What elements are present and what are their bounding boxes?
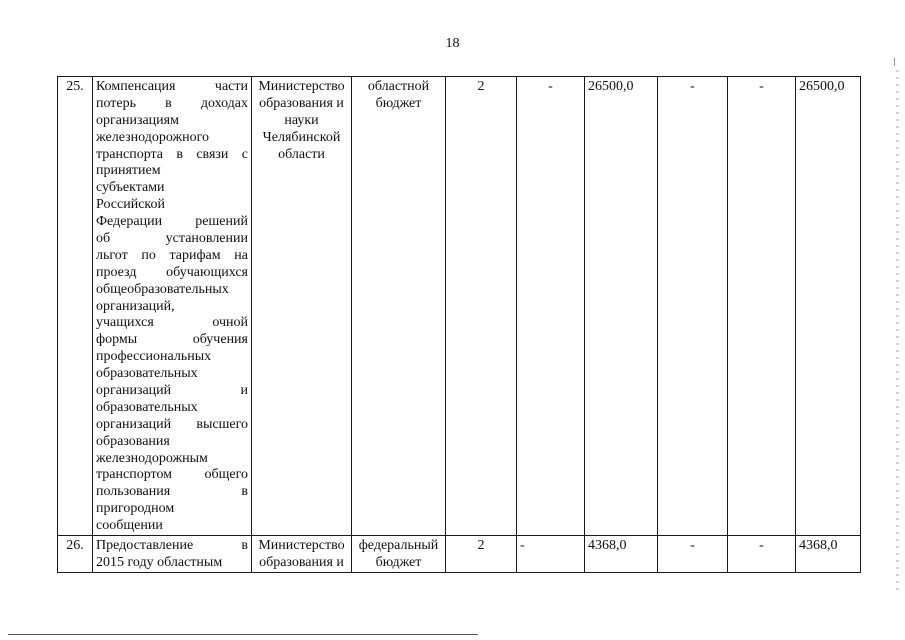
funding-source [352, 77, 446, 536]
value-cell: 26500,0 [585, 77, 658, 536]
value-cell: 26500,0 [796, 77, 861, 536]
measure-name-line: проезд обучающихся [96, 264, 248, 280]
executor-line: образования и [259, 554, 344, 570]
executor [252, 77, 352, 536]
executor-line: Министерство [258, 538, 345, 554]
row-number: 25. [58, 77, 93, 536]
value-cell: - [517, 536, 585, 573]
measure-name [93, 77, 252, 536]
funding-source-line: бюджет [375, 554, 422, 570]
measure-name-line: сообщении [96, 518, 163, 534]
measure-name-line: образования [96, 433, 170, 449]
measure-name-line: Российской [96, 197, 165, 213]
measure-name-line: субъектами [96, 180, 165, 196]
measure-name-line: формы обучения [96, 332, 248, 348]
page-number: 18 [445, 36, 460, 51]
funding-source [352, 536, 446, 573]
funding-source-line: бюджет [375, 95, 422, 111]
measure-name-line: льгот по тарифам на [96, 247, 248, 263]
measure-name-line: образовательных [96, 399, 198, 415]
measure-name-line: учащихся очной [96, 315, 248, 331]
scan-corner-mark [894, 58, 901, 66]
executor-line: Министерство [258, 79, 345, 94]
footer-rule [8, 634, 478, 635]
row-number: 26. [58, 536, 93, 573]
value-cell: 4368,0 [585, 536, 658, 573]
measure-name-line: организациям [96, 112, 179, 128]
measure-name-line: пригородном [96, 501, 175, 517]
executor-line: области [278, 146, 325, 162]
executor [252, 536, 352, 573]
value-cell: - [658, 536, 728, 573]
measure-name-line: железнодорожного [96, 129, 210, 145]
funding-source-line: областной [367, 79, 430, 94]
measure-name [93, 536, 252, 573]
measure-name-line: образовательных [96, 366, 198, 382]
measure-name-line: общеобразовательных [96, 281, 229, 297]
measure-name-line: пользования в [96, 484, 248, 500]
measure-name-line: профессиональных [96, 349, 212, 365]
measure-name-line: транспортом общего [96, 467, 248, 483]
year-cell: 2 [446, 536, 517, 573]
value-cell: - [658, 77, 728, 536]
measure-name-line: потерь в доходах [96, 95, 248, 111]
table-row [58, 536, 861, 573]
funding-source-line: федеральный [358, 538, 439, 554]
executor-line: науки [284, 112, 319, 128]
executor-line: образования и [259, 95, 344, 111]
measure-name-line: Компенсация части [96, 79, 248, 94]
measure-name-line: принятием [96, 163, 161, 179]
year-cell: 2 [446, 77, 517, 536]
measure-name-line: Предоставление в [96, 538, 248, 554]
executor-line: Челябинской [262, 129, 341, 145]
measure-name-line: транспорта в связи с [96, 146, 248, 162]
value-cell: 4368,0 [796, 536, 861, 573]
value-cell: - [728, 536, 796, 573]
measure-name-line: организаций, [96, 298, 175, 314]
measure-name-line: об установлении [96, 231, 248, 247]
measure-name-line: организаций высшего [96, 416, 248, 432]
measure-name-line: организаций и [96, 383, 248, 399]
value-cell: - [728, 77, 796, 536]
table-row [58, 77, 861, 536]
program-table [57, 76, 861, 573]
measure-name-line: Федерации решений [96, 214, 248, 230]
measure-name-line: 2015 году областным [96, 554, 223, 570]
measure-name-line: железнодорожным [96, 450, 208, 466]
scan-edge-noise [896, 70, 899, 590]
value-cell: - [517, 77, 585, 536]
